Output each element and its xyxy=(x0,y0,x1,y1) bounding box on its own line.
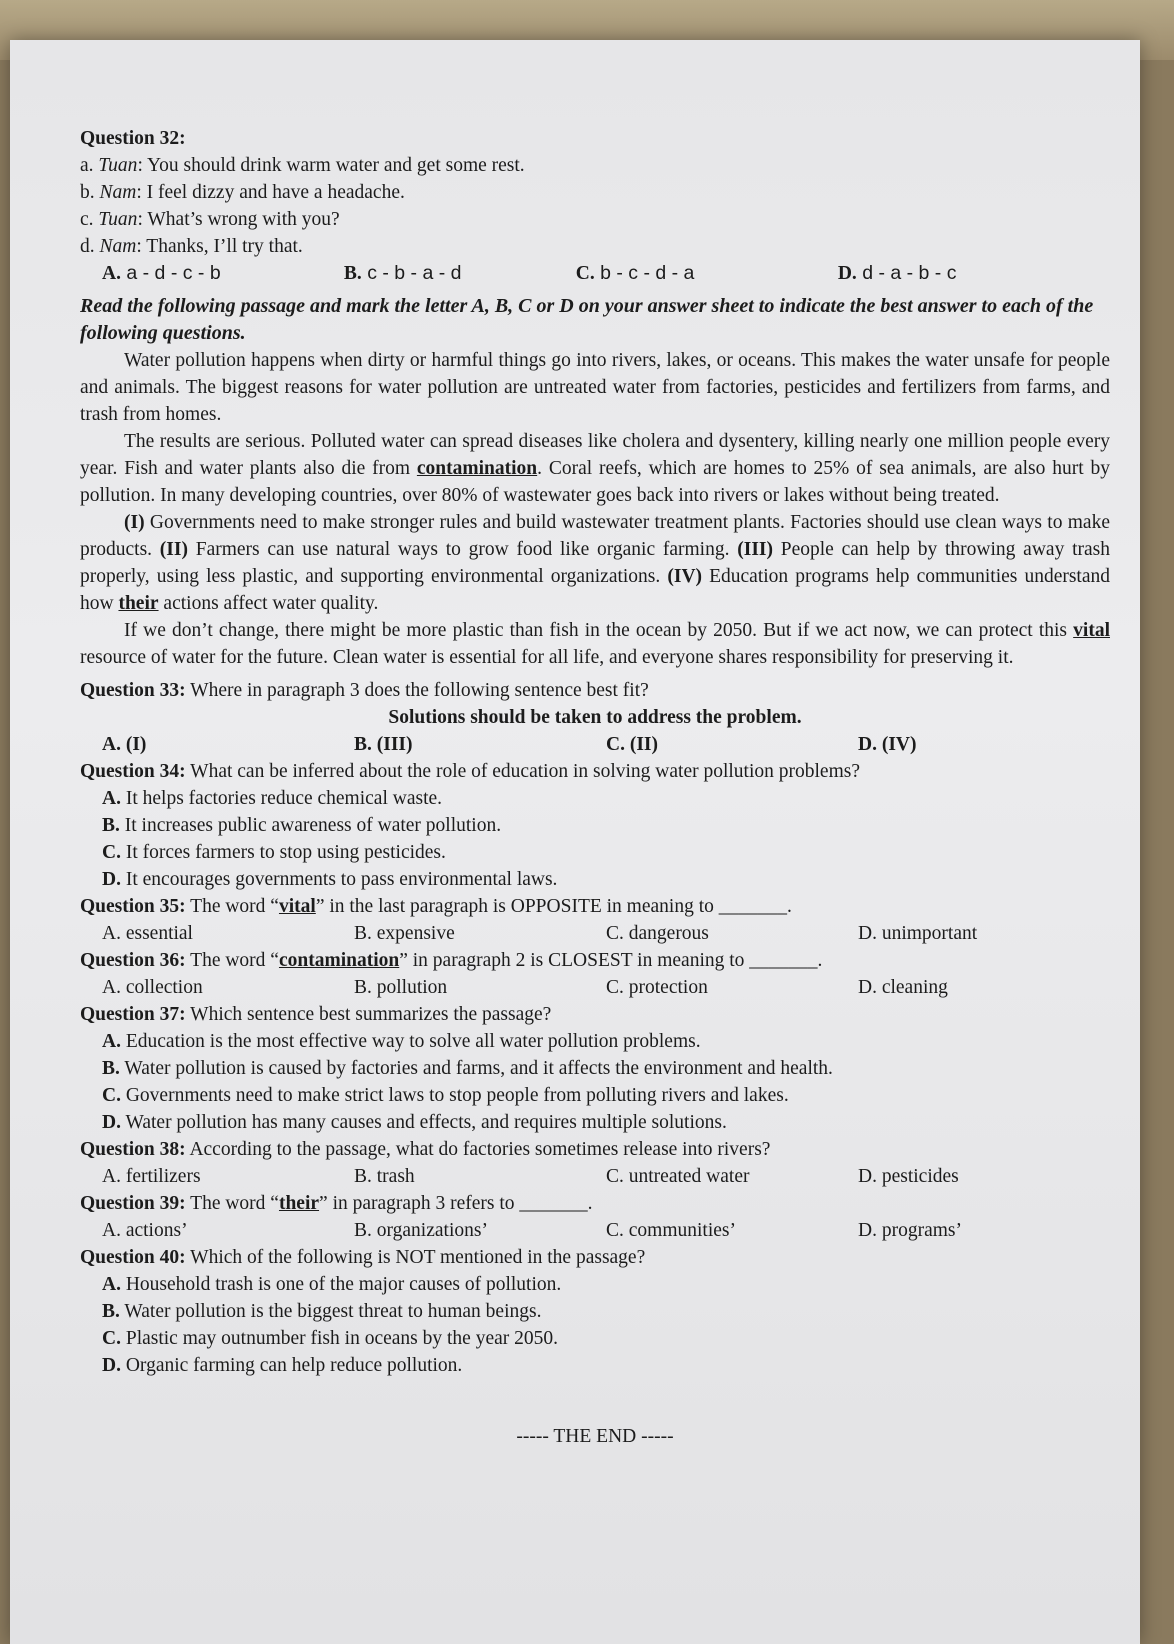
line-text: : What’s wrong with you? xyxy=(137,209,340,230)
question-text: Where in paragraph 3 does the following sentence best fit? xyxy=(185,680,649,701)
option-d[interactable] xyxy=(80,866,1110,893)
option-a[interactable] xyxy=(102,260,344,287)
text-run: actions affect water quality. xyxy=(158,593,379,614)
option-text: Plastic may outnumber fish in oceans by the year 2050. xyxy=(120,1328,558,1349)
position-marker: (I) xyxy=(124,512,145,533)
paragraph-3 xyxy=(80,509,1110,617)
text-run: . Coral reefs, which are homes to 25% of sea animals, are also hurt by pollution. In many developing countries, over 80% of wastewater goes back into rivers or lakes without being treated. xyxy=(80,458,1110,506)
option-c[interactable]: C. protection xyxy=(606,977,708,998)
option-text: d - a - b - c xyxy=(856,262,957,284)
question-title: Question 38: xyxy=(80,1139,186,1160)
option-text: c - b - a - d xyxy=(361,262,462,284)
option-d[interactable] xyxy=(838,260,1090,287)
option-c[interactable]: C. (II) xyxy=(606,734,658,755)
answer-options xyxy=(80,920,1110,947)
option-letter: C. xyxy=(102,1085,121,1106)
dialogue-line xyxy=(80,233,1110,260)
reading-passage xyxy=(80,347,1110,671)
question-text: ” in paragraph 3 refers to _______. xyxy=(319,1193,593,1214)
keyword-their: their xyxy=(118,593,159,614)
answer-options xyxy=(80,974,1110,1001)
question-38 xyxy=(80,1136,1110,1190)
option-a[interactable]: A. actions’ xyxy=(102,1220,188,1241)
option-a[interactable] xyxy=(80,785,1110,812)
dialogue-line xyxy=(80,152,1110,179)
text-run: Education programs help communities understand how xyxy=(80,566,1110,614)
option-d[interactable]: D. pesticides xyxy=(858,1166,959,1187)
option-letter: B. xyxy=(102,1058,120,1079)
option-c[interactable]: C. dangerous xyxy=(606,923,709,944)
target-sentence: Solutions should be taken to address the problem. xyxy=(388,707,802,728)
option-text: Organic farming can help reduce pollution. xyxy=(120,1355,463,1376)
option-letter: A. xyxy=(102,1274,121,1295)
option-text: It helps factories reduce chemical waste. xyxy=(120,788,443,809)
option-letter: D. xyxy=(102,1355,121,1376)
option-text: a - d - c - b xyxy=(120,262,221,284)
option-text: b - c - d - a xyxy=(594,262,695,284)
option-letter: B. xyxy=(102,815,120,836)
question-title: Question 37: xyxy=(80,1004,186,1025)
speaker: Nam xyxy=(99,236,137,257)
line-label: a. xyxy=(80,155,99,176)
option-text: Education is the most effective way to solve all water pollution problems. xyxy=(120,1031,701,1052)
paragraph-2 xyxy=(80,428,1110,509)
question-text: The word “ xyxy=(185,896,279,917)
answer-options xyxy=(80,260,1110,287)
option-c[interactable]: C. untreated water xyxy=(606,1166,750,1187)
text-run: If we don’t change, there might be more plastic than fish in the ocean by 2050. But if we act now, we can protect this xyxy=(124,620,1074,641)
question-title: Question 39: xyxy=(80,1193,186,1214)
line-text: : Thanks, I’ll try that. xyxy=(136,236,303,257)
option-c[interactable] xyxy=(80,1325,1110,1352)
option-letter: D. xyxy=(837,263,857,284)
option-letter: B. xyxy=(102,1301,120,1322)
question-text: According to the passage, what do factories sometimes release into rivers? xyxy=(185,1139,771,1160)
dialogue-line xyxy=(80,179,1110,206)
line-text: : You should drink warm water and get some rest. xyxy=(137,155,525,176)
question-text: What can be inferred about the role of education in solving water pollution problems? xyxy=(185,761,860,782)
paragraph-1: Water pollution happens when dirty or harmful things go into rivers, lakes, or oceans. This makes the water unsafe for people and animals. The biggest reasons for water pollution are untreated water from factories, pesticides and fertilizers from farms, and trash from homes. xyxy=(80,350,1110,425)
reading-instructions: Read the following passage and mark the letter A, B, C or D on your answer sheet to indicate the best answer to each of the following questions. xyxy=(80,295,1094,344)
option-b[interactable]: B. organizations’ xyxy=(354,1220,488,1241)
option-d[interactable]: D. unimportant xyxy=(858,923,978,944)
keyword: vital xyxy=(278,896,316,917)
option-a[interactable]: A. (I) xyxy=(102,734,147,755)
option-d[interactable] xyxy=(80,1109,1110,1136)
question-35 xyxy=(80,893,1110,947)
option-b[interactable]: B. pollution xyxy=(354,977,448,998)
keyword: their xyxy=(278,1193,320,1214)
question-title: Question 36: xyxy=(80,950,186,971)
option-b[interactable] xyxy=(344,260,576,287)
option-letter: A. xyxy=(102,1031,121,1052)
text-run: Governments need to make stronger rules and build wastewater treatment plants. Factories should use clean ways to make products. xyxy=(80,512,1110,560)
option-b[interactable] xyxy=(80,1298,1110,1325)
option-text: Governments need to make strict laws to stop people from polluting rivers and lakes. xyxy=(120,1085,789,1106)
question-40 xyxy=(80,1244,1110,1379)
question-text: ” in the last paragraph is OPPOSITE in meaning to _______. xyxy=(315,896,792,917)
answer-options xyxy=(80,731,1110,758)
option-c[interactable] xyxy=(576,260,838,287)
position-marker: (III) xyxy=(737,539,773,560)
option-letter: A. xyxy=(102,263,121,284)
text-run: resource of water for the future. Clean water is essential for all life, and everyone shares responsibility for preserving it. xyxy=(80,647,1014,668)
question-title: Question 40: xyxy=(80,1247,186,1268)
option-b[interactable] xyxy=(80,1055,1110,1082)
dialogue-line xyxy=(80,206,1110,233)
speaker: Tuan xyxy=(98,209,138,230)
option-letter: C. xyxy=(102,1328,121,1349)
option-c[interactable] xyxy=(80,839,1110,866)
option-letter: C. xyxy=(102,842,121,863)
question-39 xyxy=(80,1190,1110,1244)
exam-content xyxy=(80,125,1110,1450)
option-text: Water pollution has many causes and effects, and requires multiple solutions. xyxy=(120,1112,727,1133)
line-label: c. xyxy=(80,209,99,230)
option-a[interactable] xyxy=(80,1028,1110,1055)
option-text: Water pollution is caused by factories and farms, and it affects the environment and health. xyxy=(119,1058,833,1079)
paragraph-4 xyxy=(80,617,1110,671)
question-text: The word “ xyxy=(185,1193,279,1214)
option-text: It encourages governments to pass environmental laws. xyxy=(120,869,558,890)
option-d[interactable]: D. programs’ xyxy=(858,1220,962,1241)
question-36 xyxy=(80,947,1110,1001)
text-run: People can help by throwing away trash properly, using less plastic, and supporting environmental organizations. xyxy=(80,539,1110,587)
option-d[interactable]: D. cleaning xyxy=(858,977,948,998)
option-d[interactable]: D. (IV) xyxy=(858,734,917,755)
keyword: contamination xyxy=(278,950,400,971)
answer-options xyxy=(80,1163,1110,1190)
option-letter: D. xyxy=(102,1112,121,1133)
option-b[interactable] xyxy=(80,812,1110,839)
option-c[interactable] xyxy=(80,1082,1110,1109)
question-text: The word “ xyxy=(185,950,279,971)
question-title: Question 35: xyxy=(80,896,186,917)
option-a[interactable]: A. collection xyxy=(102,977,203,998)
the-end-marker: ----- THE END ----- xyxy=(516,1426,674,1447)
question-text: ” in paragraph 2 is CLOSEST in meaning to _______. xyxy=(399,950,823,971)
answer-options xyxy=(80,1217,1110,1244)
keyword-contamination: contamination xyxy=(416,458,538,479)
option-letter: C. xyxy=(575,263,595,284)
option-letter: A. xyxy=(102,788,121,809)
option-a[interactable] xyxy=(80,1271,1110,1298)
position-marker: (IV) xyxy=(667,566,703,587)
line-text: : I feel dizzy and have a headache. xyxy=(136,182,405,203)
speaker: Tuan xyxy=(98,155,138,176)
position-marker: (II) xyxy=(159,539,188,560)
question-32 xyxy=(80,125,1110,287)
question-title: Question 33: xyxy=(80,680,186,701)
keyword-vital: vital xyxy=(1073,620,1110,641)
question-text: Which of the following is NOT mentioned in the passage? xyxy=(185,1247,646,1268)
question-title: Question 34: xyxy=(80,761,186,782)
question-title: Question 32: xyxy=(80,128,186,149)
question-37 xyxy=(80,1001,1110,1136)
option-b[interactable]: B. trash xyxy=(354,1166,415,1187)
option-c[interactable]: C. communities’ xyxy=(606,1220,736,1241)
text-run: Farmers can use natural ways to grow food like organic farming. xyxy=(187,539,738,560)
line-label: d. xyxy=(80,236,100,257)
option-letter: D. xyxy=(102,869,121,890)
option-b[interactable]: B. (III) xyxy=(354,734,413,755)
speaker: Nam xyxy=(99,182,137,203)
question-text: Which sentence best summarizes the passage? xyxy=(185,1004,552,1025)
option-text: Water pollution is the biggest threat to human beings. xyxy=(119,1301,542,1322)
question-33 xyxy=(80,677,1110,758)
option-text: Household trash is one of the major causes of pollution. xyxy=(120,1274,562,1295)
question-34 xyxy=(80,758,1110,893)
option-a[interactable]: A. essential xyxy=(102,923,193,944)
line-label: b. xyxy=(80,182,100,203)
option-a[interactable]: A. fertilizers xyxy=(102,1166,201,1187)
option-d[interactable] xyxy=(80,1352,1110,1379)
option-b[interactable]: B. expensive xyxy=(354,923,455,944)
option-letter: B. xyxy=(343,263,362,284)
option-text: It forces farmers to stop using pesticides. xyxy=(120,842,446,863)
option-text: It increases public awareness of water pollution. xyxy=(119,815,502,836)
text-run: The results are serious. Polluted water can spread diseases like cholera and dysentery, killing nearly one million people every year. Fish and water plants also die from xyxy=(80,431,1110,479)
